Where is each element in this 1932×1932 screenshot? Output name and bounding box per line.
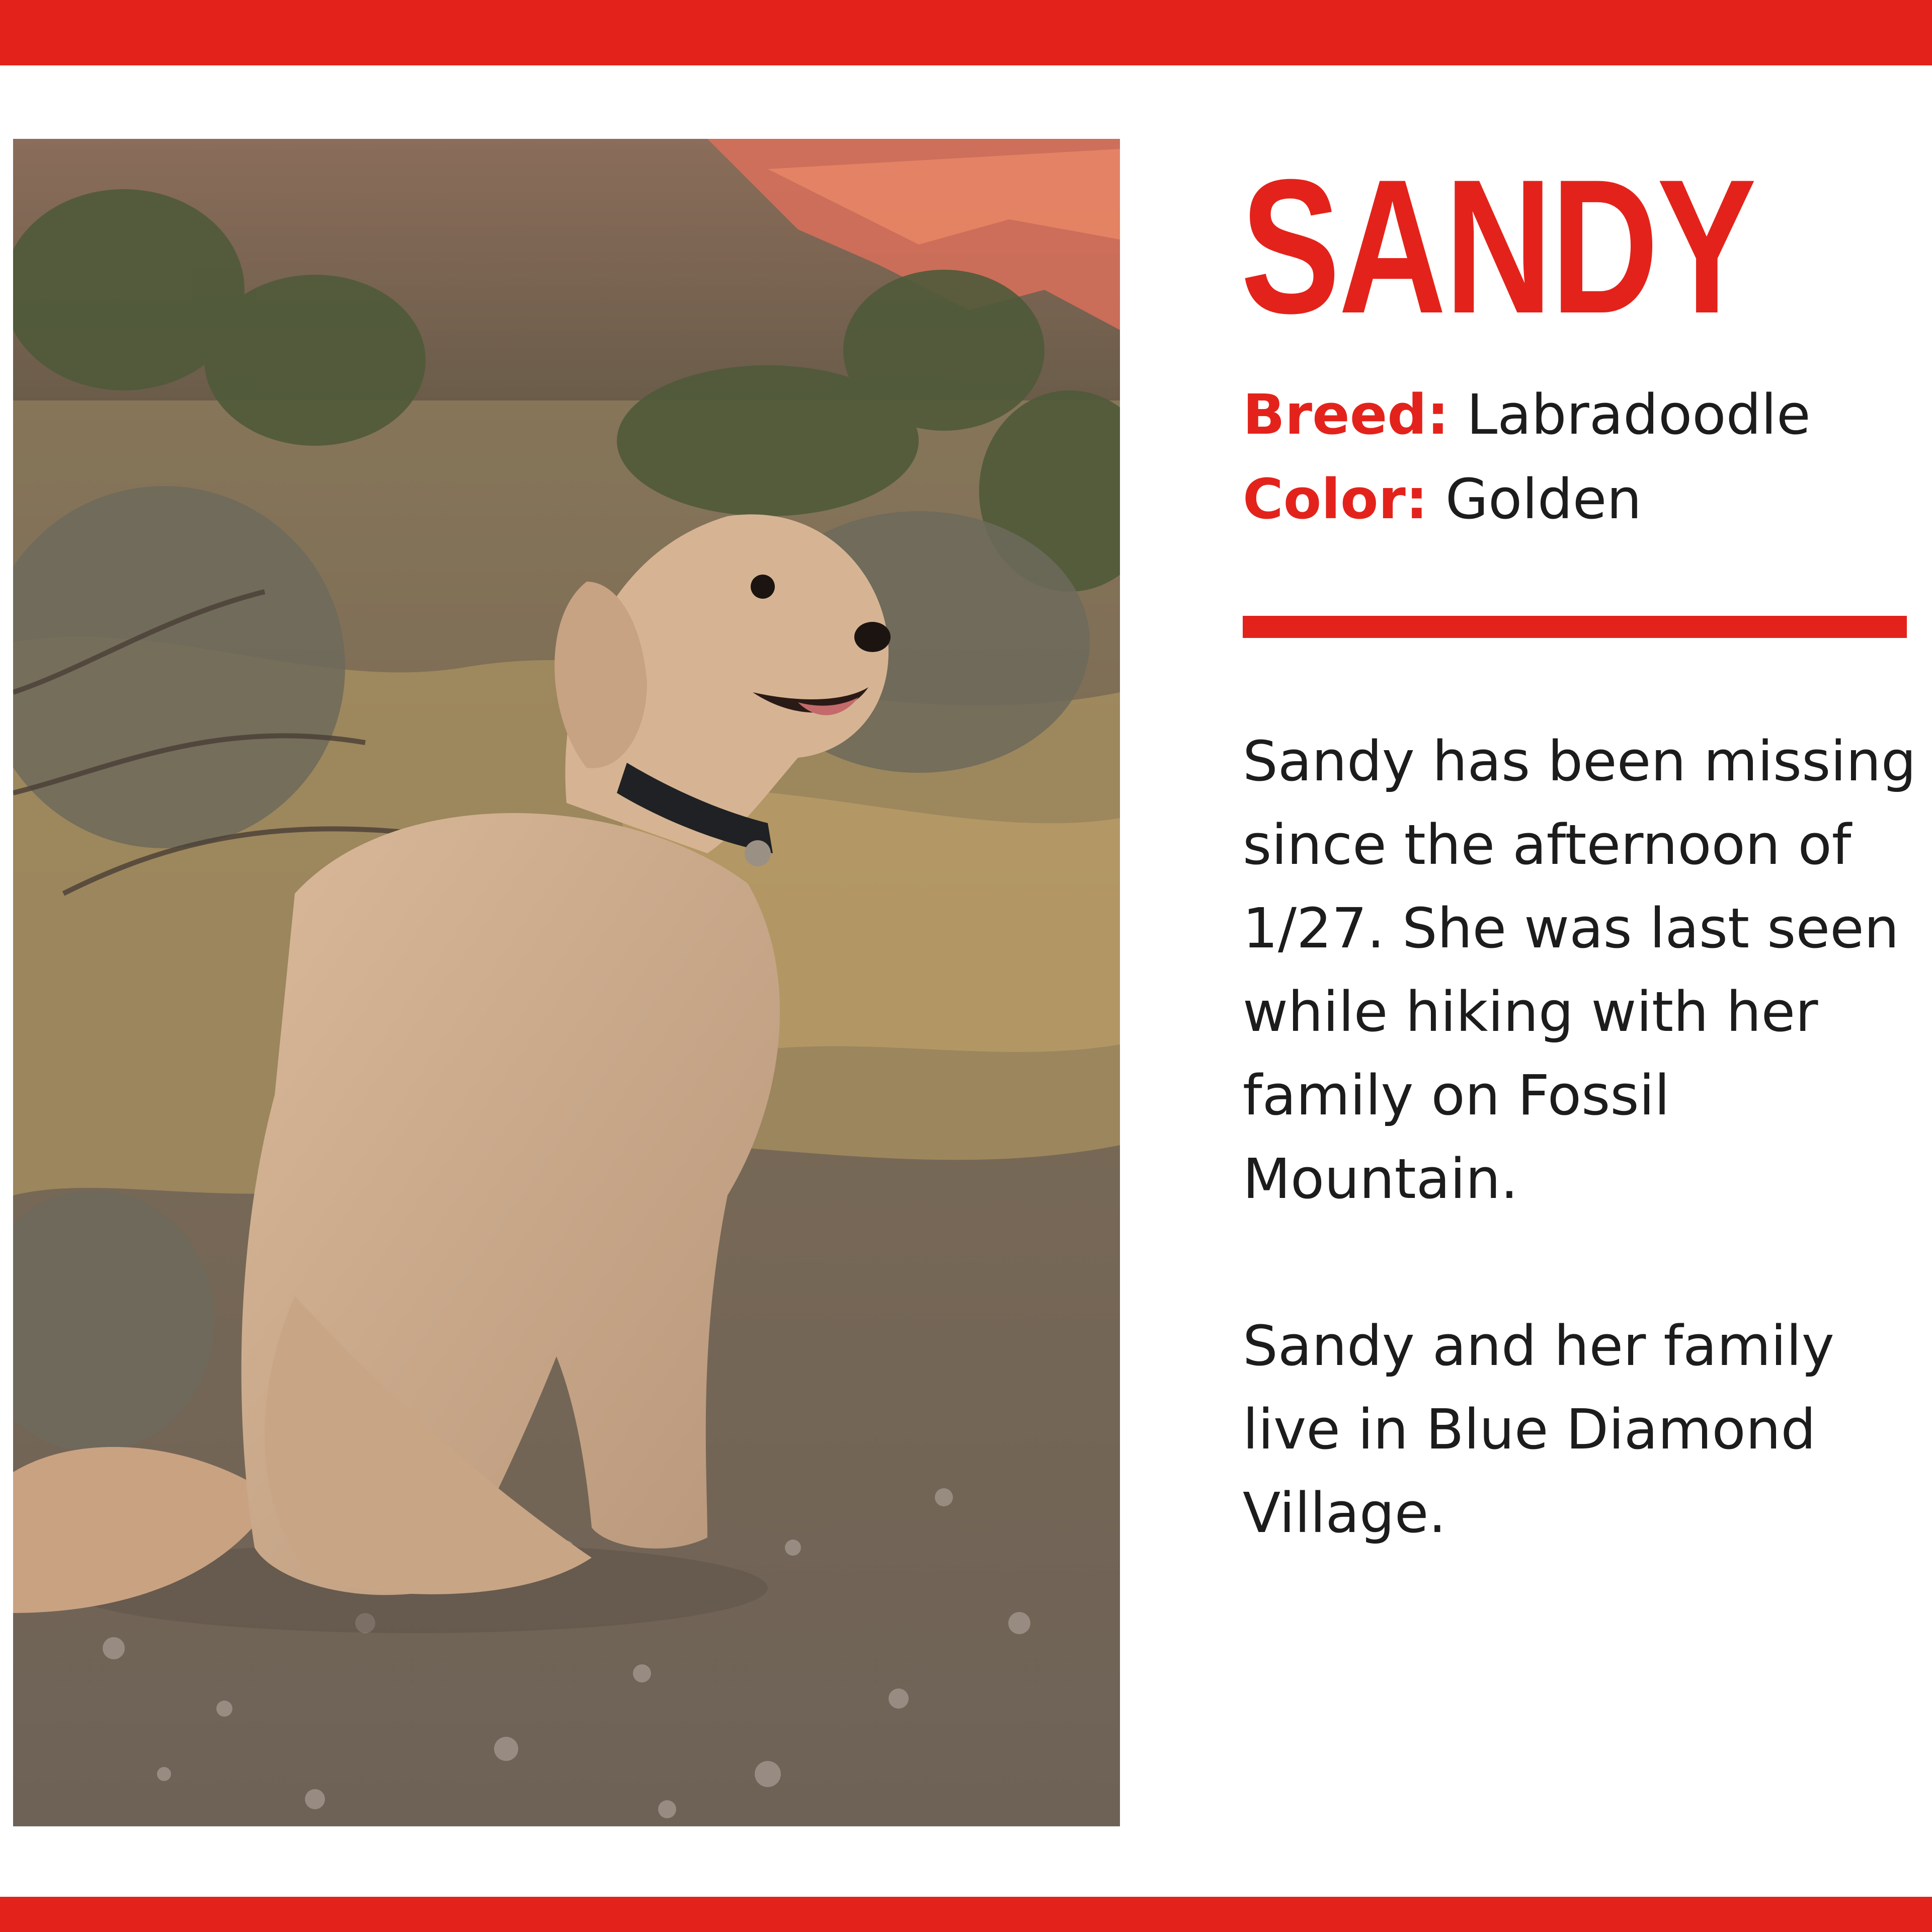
description-paragraph-home: Sandy and her family live in Blue Diamond Village.: [1243, 1314, 1834, 1545]
color-label: Color:: [1243, 467, 1428, 531]
pet-facts: [1243, 372, 1811, 541]
dog-photo-illustration: [13, 139, 1120, 1826]
color-row: [1243, 457, 1811, 541]
breed-value: Labradoodle: [1467, 382, 1811, 447]
section-divider: [1243, 616, 1907, 638]
top-stripe: [0, 0, 1932, 65]
bottom-stripe: [0, 1897, 1932, 1932]
color-value: Golden: [1445, 467, 1642, 531]
description: [1243, 719, 1927, 1555]
breed-row: [1243, 372, 1811, 457]
breed-label: Breed:: [1243, 382, 1450, 447]
dog-name-title: SANDY: [1241, 139, 1755, 353]
dog-photo: [13, 139, 1120, 1826]
description-paragraph-missing: Sandy has been missing since the afternoon of 1/27. She was last seen while hiking with her family on Fossil Mountain.: [1243, 729, 1916, 1211]
